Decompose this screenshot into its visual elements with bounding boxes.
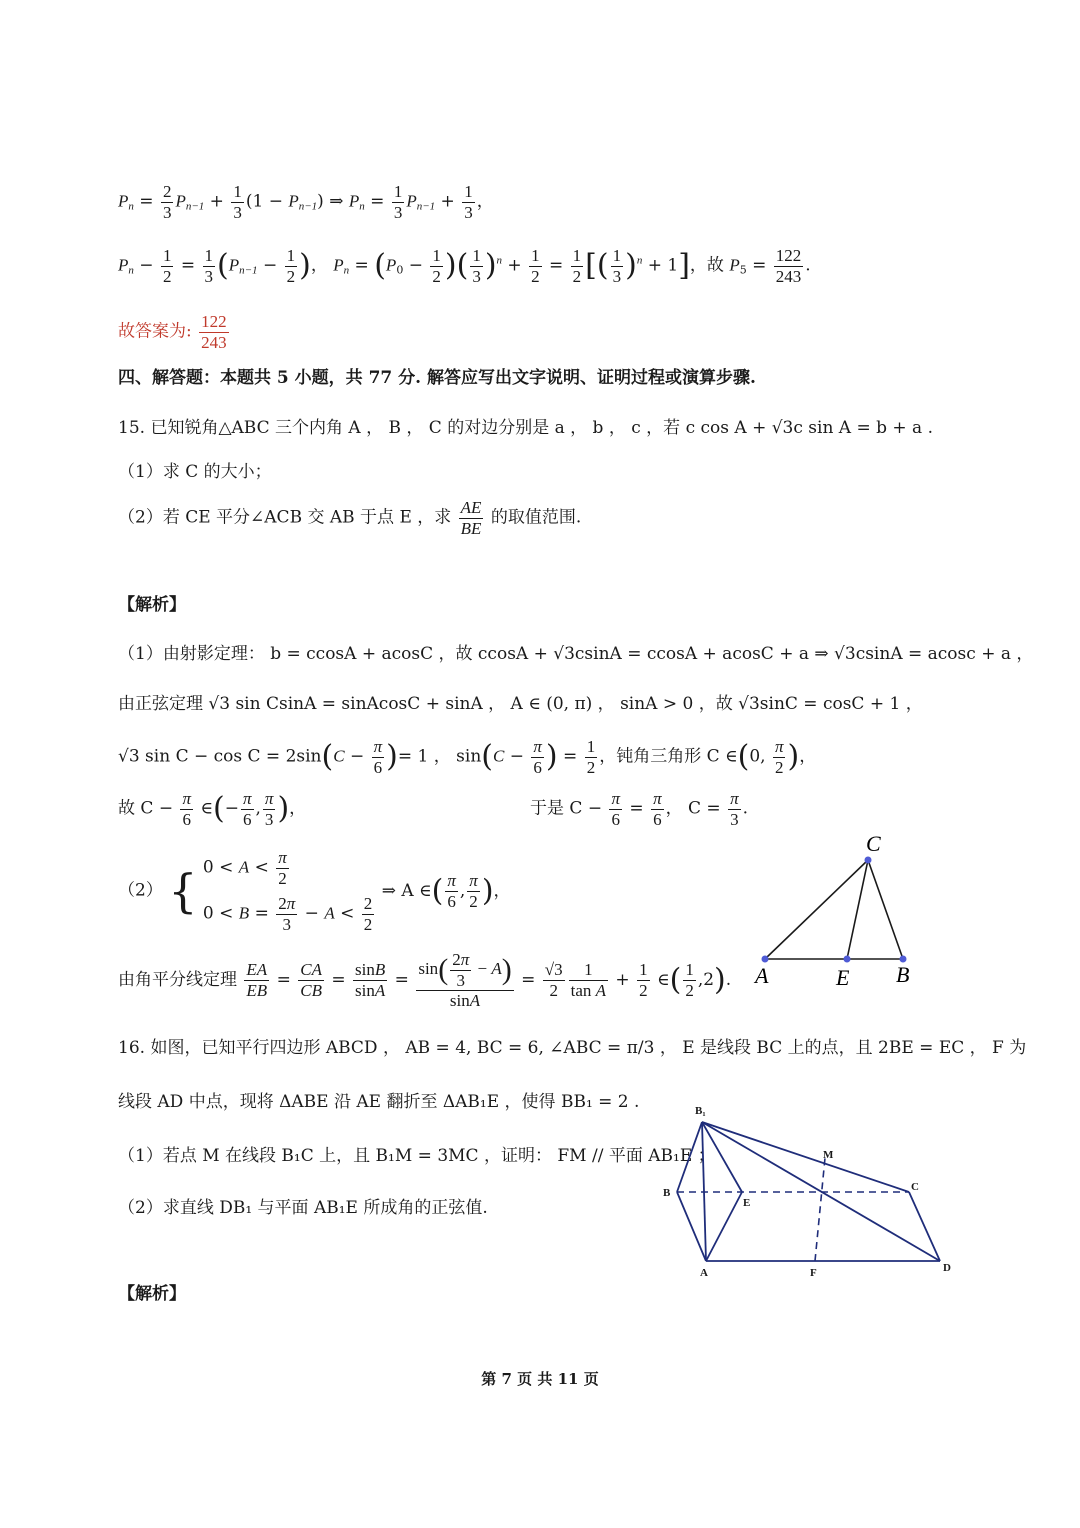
prev-solution-line1: $P_n$ = $\frac{2}{3}$ $P_{n-1}$ + $\frac{1}{3}$ $(1 - P_{n-1})$ ⇒ $P_n$ = $\frac{1}{3}$ $P_{n-1}$ + $\frac{1}{3}$ ，	[118, 182, 494, 222]
label-D: D	[943, 1262, 951, 1274]
q15-frac-num: AE	[460, 498, 482, 517]
label-A: A	[700, 1267, 708, 1279]
q16-line4: （2）求直线 DB₁ 与平面 AB₁E 所成角的正弦值.	[118, 1198, 488, 1218]
edge-AC	[765, 860, 868, 959]
answer-numerator: 122	[201, 312, 227, 331]
vertex-E	[844, 956, 851, 963]
vertex-A	[762, 956, 769, 963]
sol15-l4c: ， C =	[665, 798, 721, 819]
edge-CE	[847, 860, 868, 959]
sol15-part2-system: （2） { 0 < A < $\frac{\pi}{2}$ 0 < B = $\frac{2\pi}{3}$ − A < $\frac{2}{2}$ ⇒ A ∈( $\frac{\pi}{6}$ , $\frac{\pi}{2}$ )，	[118, 848, 511, 934]
sol15-line4-right: 于是 C − $\frac{\pi}{6}$ = $\frac{\pi}{6}$ ， C = $\frac{\pi}{3}$ .	[530, 789, 748, 829]
analysis-label-15: 【解析】	[118, 595, 186, 615]
q15-frac-den: BE	[460, 518, 482, 538]
label-E: E	[743, 1197, 751, 1209]
sol15-l4a: 故 C −	[118, 798, 174, 819]
label-C: C	[866, 831, 881, 856]
prism-figure	[655, 1098, 965, 1283]
analysis-label-16: 【解析】	[118, 1284, 186, 1304]
sol15-l4b: 于是 C −	[530, 798, 603, 819]
edge-F-M-hidden	[815, 1158, 825, 1261]
edge-A-E	[706, 1192, 742, 1261]
sol15-line1: （1）由射影定理： b = ccosA + acosC ，故 ccosA + √3csinA = ccosA + acosC + a ⇒ √3csinA = acosc + a ，	[118, 644, 1034, 664]
sol15-line3: √3 sin C − cos C = 2sin(C − $\frac{\pi}{6}$ )= 1 ， sin(C − $\frac{\pi}{6}$ ) = $\frac{1}{2}$ ，钝角三角形 C ∈(0, $\frac{\pi}{2}$ )，	[118, 737, 817, 777]
section-heading: 四、解答题：本题共 5 小题，共 77 分. 解答应写出文字说明、证明过程或演算步骤.	[118, 368, 756, 388]
q16-line2: 线段 AD 中点，现将 ΔABE 沿 AE 翻折至 ΔAB₁E ，使得 BB₁ = 2 .	[118, 1092, 640, 1112]
sol15-l3b: = 1 ，	[397, 746, 451, 767]
page-footer: 第 7 页 共 11 页	[481, 1370, 599, 1388]
label-F: F	[810, 1267, 817, 1279]
label-B1: B₁	[695, 1105, 706, 1117]
label-E: E	[836, 965, 850, 990]
sol15-l3c: ，钝角三角形 C ∈	[599, 746, 738, 767]
sol15-line4: 故 C − $\frac{\pi}{6}$ ∈(− $\frac{\pi}{6}$ , $\frac{\pi}{3}$ )，	[118, 789, 307, 829]
sol15-p2-label: （2）	[118, 880, 163, 901]
q16-line3: （1）若点 M 在线段 B₁C 上，且 B₁M = 3MC ，证明： FM // 平面 AB₁E ；	[118, 1146, 715, 1166]
edge-B1-B	[677, 1122, 702, 1192]
answer-label: 故答案为:	[118, 321, 192, 342]
sol15-line6: 由角平分线定理 $\frac{EA}{EB}$ = $\frac{CA}{CB}$ = $\frac{\sin B}{\sin A}$ = sin( $\frac{2\pi}{3}$ − A) sinA = $\frac{√3}{2}$ $\frac{1}{\text{tan A}}$ + $\frac{1}{2}$ ∈( $\frac{1}{2}$ ,2).	[118, 950, 732, 1011]
label-M: M	[823, 1149, 834, 1161]
answer-line	[118, 312, 231, 352]
label-B: B	[896, 962, 910, 987]
q15-stem: 15. 已知锐角△ABC 三个内角 A ， B ， C 的对边分别是 a ， b ， c ，若 c cos A + √3c sin A = b + a .	[118, 418, 934, 438]
label-A: A	[755, 963, 769, 988]
prev-solution-line2: $P_n$ − $\frac{1}{2}$ = $\frac{1}{3}$ ($P_{n-1}$ − $\frac{1}{2}$ )， $P_n = (P_0$ − $\frac{1}{2}$ )( $\frac{1}{3}$ )$^n$ + $\frac{1}{2}$ = $\frac{1}{2}$ [( $\frac{1}{3}$ )$^n$ + 1]，故 $P_5$ = $\frac{122}{243}$ .	[118, 246, 811, 286]
q16-line1: 16. 如图，已知平行四边形 ABCD ， AB = 4, BC = 6, ∠ABC = π/3 ， E 是线段 BC 上的点，且 2BE = EC ， F 为	[118, 1038, 1027, 1058]
edge-C-D	[909, 1192, 940, 1261]
answer-denominator: 243	[201, 332, 227, 352]
edge-B-A	[677, 1192, 706, 1261]
q15-part2-text: （2）若 CE 平分∠ACB 交 AB 于点 E ，求	[118, 507, 452, 528]
vertex-C	[865, 857, 872, 864]
sol15-l6-label: 由角平分线定理	[118, 969, 237, 990]
edge-CB	[868, 860, 903, 959]
q15-part2	[118, 498, 581, 538]
q15-part2-tail: 的取值范围.	[490, 507, 582, 528]
sol15-l5-tail: ⇒ A ∈	[381, 880, 432, 901]
label-B: B	[663, 1187, 671, 1199]
label-C: C	[911, 1181, 919, 1193]
sol15-line2: 由正弦定理 √3 sin CsinA = sinAcosC + sinA ， A ∈ (0, π) ， sinA > 0 ，故 √3sinC = cosC + 1 ，	[118, 694, 923, 714]
edge-B1-E	[702, 1122, 742, 1192]
triangle-figure	[745, 825, 935, 990]
sol15-l3a: √3 sin C − cos C = 2sin	[118, 746, 322, 767]
q15-part1: （1）求 C 的大小；	[118, 462, 272, 482]
